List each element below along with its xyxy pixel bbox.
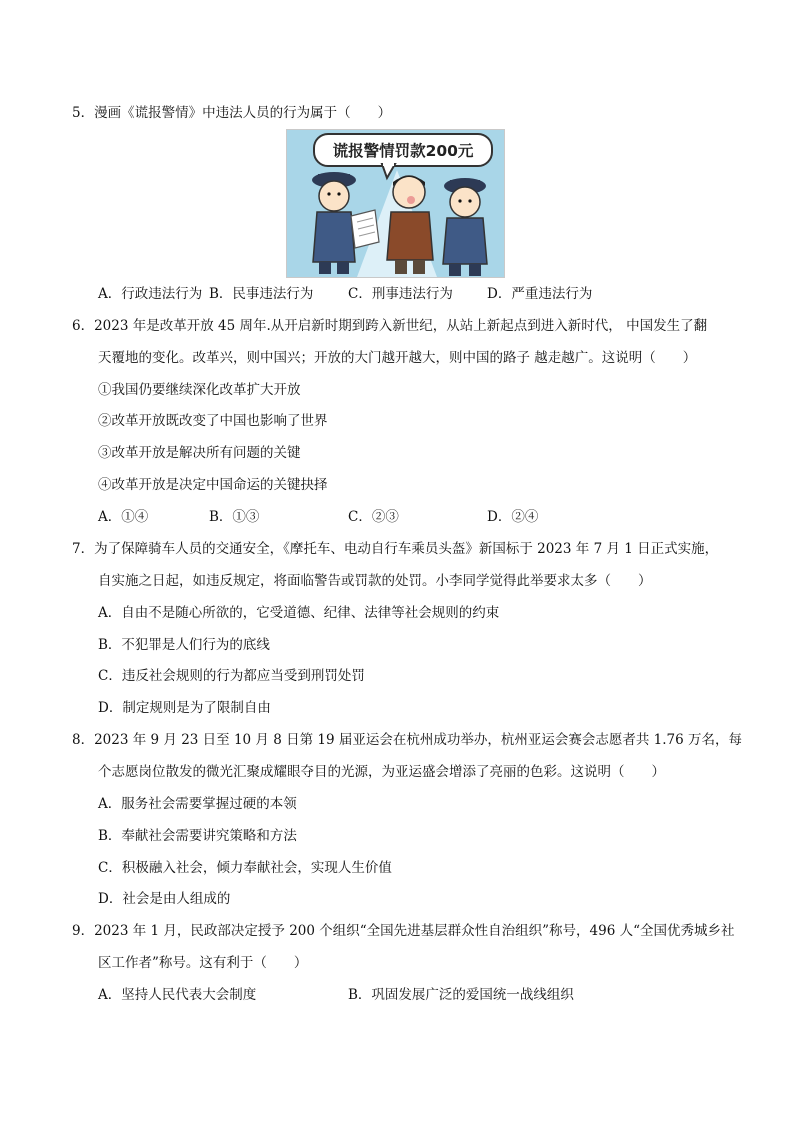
q7-option-b: B．不犯罪是人们行为的底线 xyxy=(98,637,270,653)
q6-option-c: C．②③ xyxy=(348,509,399,525)
q8-option-c: C．积极融入社会，倾力奉献社会，实现人生价值 xyxy=(98,860,392,876)
q8-option-b: B．奉献社会需要讲究策略和方法 xyxy=(98,828,297,844)
q5-stem: 5．漫画《谎报警情》中违法人员的行为属于（ ） xyxy=(72,105,392,121)
q6-option-d: D．②④ xyxy=(487,509,539,525)
cartoon-drawing xyxy=(287,130,504,277)
q9-stem-line2: 区工作者”称号。这有利于（ ） xyxy=(98,955,308,971)
q6-statement-3: ③改革开放是解决所有问题的关键 xyxy=(98,445,301,461)
q6-stem-line1: 6．2023 年是改革开放 45 周年.从开启新时期到跨入新世纪，从站上新起点到进入新时代， 中国发生了翻 xyxy=(72,318,708,334)
q5-option-c: C．刑事违法行为 xyxy=(348,286,453,302)
q6-stem-line2: 天覆地的变化。改革兴，则中国兴；开放的大门越开越大，则中国的路子 越走越广。这说明（ ） xyxy=(98,350,697,366)
q7-option-a: A．自由不是随心所欲的，它受道德、纪律、法律等社会规则的约束 xyxy=(98,605,500,621)
q8-stem-line1: 8．2023 年 9 月 23 日至 10 月 8 日第 19 届亚运会在杭州成功举办，杭州亚运会赛会志愿者共 1.76 万名，每 xyxy=(72,732,743,748)
q9-option-b: B．巩固发展广泛的爱国统一战线组织 xyxy=(348,987,574,1003)
q6-statement-1: ①我国仍要继续深化改革扩大开放 xyxy=(98,382,301,398)
q8-stem-line2: 个志愿岗位散发的微光汇聚成耀眼夺目的光源，为亚运盛会增添了亮丽的色彩。这说明（ ） xyxy=(98,764,665,780)
q5-option-b: B．民事违法行为 xyxy=(209,286,314,302)
q6-option-a: A．①④ xyxy=(98,509,149,525)
q5-option-d: D．严重违法行为 xyxy=(487,286,593,302)
q9-option-a: A．坚持人民代表大会制度 xyxy=(98,987,257,1003)
q6-statement-2: ②改革开放既改变了中国也影响了世界 xyxy=(98,413,328,429)
q7-stem-line1: 7．为了保障骑车人员的交通安全，《摩托车、电动自行车乘员头盔》新国标于 2023 年 7 月 1 日正式实施， xyxy=(72,541,719,557)
cartoon-caption: 谎报警情罚款200元 xyxy=(332,142,474,160)
fine-notice xyxy=(351,210,379,248)
q7-option-d: D．制定规则是为了限制自由 xyxy=(98,700,271,716)
q7-stem-line2: 自实施之日起，如违反规定，将面临警告或罚款的处罚。小李同学觉得此举要求太多（ ） xyxy=(98,573,652,589)
q7-option-c: C．违反社会规则的行为都应当受到刑罚处罚 xyxy=(98,668,365,684)
q6-statement-4: ④改革开放是决定中国命运的关键抉择 xyxy=(98,477,328,493)
q6-option-b: B．①③ xyxy=(209,509,260,525)
q8-option-a: A．服务社会需要掌握过硬的本领 xyxy=(98,796,297,812)
q8-option-d: D．社会是由人组成的 xyxy=(98,891,231,907)
q5-option-a: A．行政违法行为 xyxy=(98,286,203,302)
cartoon-illustration xyxy=(286,129,505,278)
q9-stem-line1: 9．2023 年 1 月，民政部决定授予 200 个组织“全国先进基层群众性自治组织”称号，496 人“全国优秀城乡社 xyxy=(72,923,735,939)
